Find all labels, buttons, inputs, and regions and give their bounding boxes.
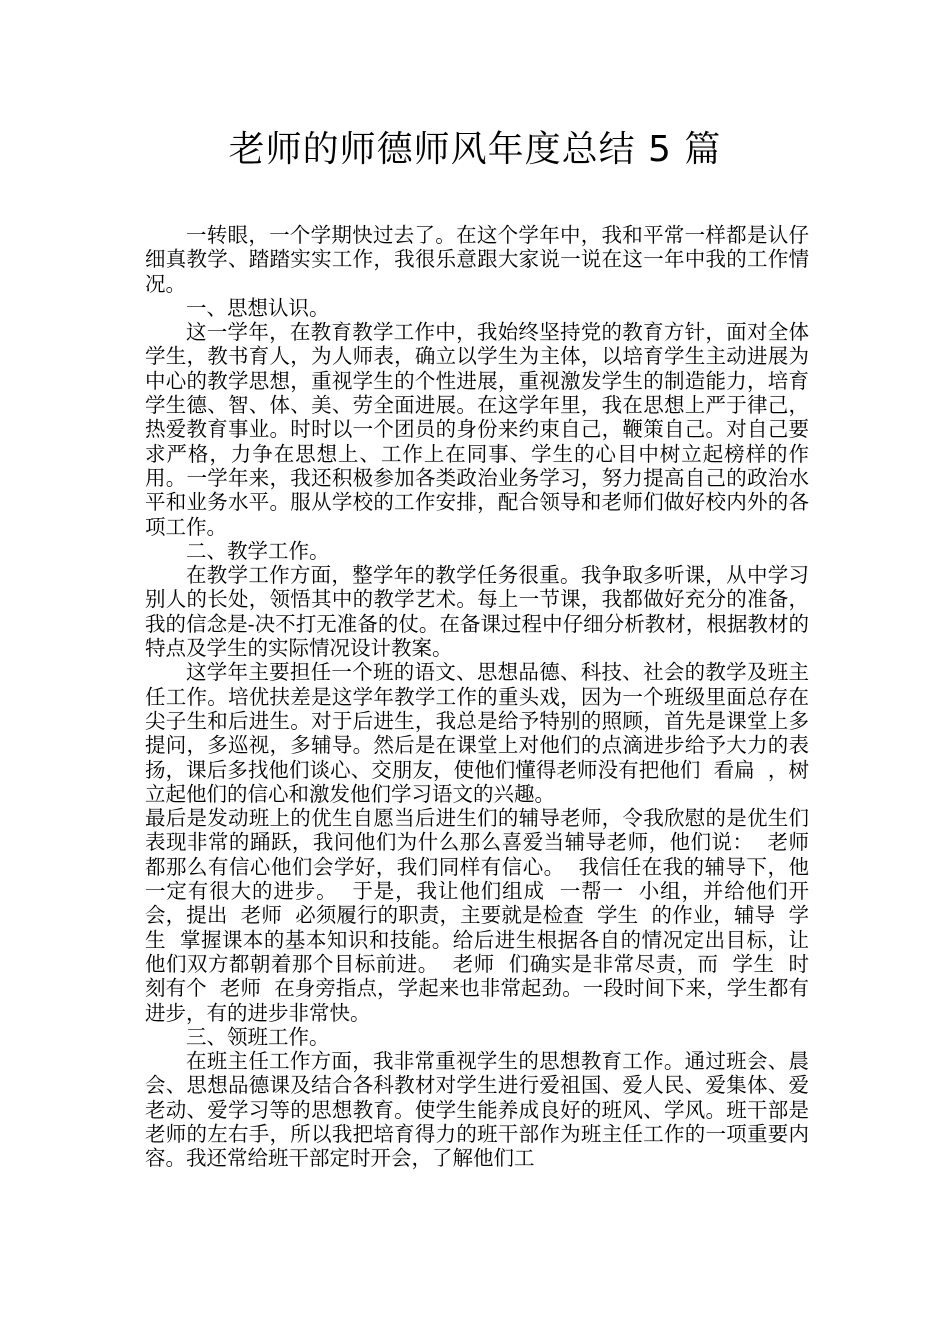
paragraph-thought: 这一学年，在教育教学工作中，我始终坚持党的教育方针，面对全体学生，教书育人，为人师表，确立以学生为主体，以培育学生主动进展为中心的教学思想，重视学生的个性进展，重视激发学生的制造能力，培育学生德、智、体、美、劳全面进展。在这学年里，我在思想上严于律己，热爱教育事业。时时以一个团员的身份来约束自己，鞭策自己。对自己要求严格，力争在思想上、工作上在同事、学生的心目中树立起榜样的作用。一学年来，我还积极参加各类政治业务学习，努力提高自己的政治水平和业务水平。服从学校的工作安排，配合领导和老师们做好校内外的各项工作。 — [145, 320, 809, 539]
document-title: 老师的师德师风年度总结 5 篇 — [228, 129, 722, 170]
document-body — [145, 223, 809, 1171]
section-heading-class-leading: 三、领班工作。 — [186, 1024, 330, 1049]
paragraph-class-leading: 在班主任工作方面，我非常重视学生的思想教育工作。通过班会、晨会、思想品德课及结合各科教材对学生进行爱祖国、爱人民、爱集体、爱老动、爱学习等的思想教育。使学生能养成良好的班风、学风。班干部是老师的左右手，所以我把培育得力的班干部作为班主任工作的一项重要内容。我还常给班干部定时开会，了解他们工 — [145, 1049, 809, 1171]
section-heading-teaching: 二、教学工作。 — [186, 538, 330, 563]
section-heading-thought: 一、思想认识。 — [186, 295, 330, 320]
paragraph-intro: 一转眼，一个学期快过去了。在这个学年中，我和平常一样都是认仔细真教学、踏踏实实工作，我很乐意跟大家说一说在这一年中我的工作情况。 — [145, 223, 809, 296]
paragraph-teaching-1: 在教学工作方面，整学年的教学任务很重。我争取多听课，从中学习别人的长处，领悟其中的教学艺术。每上一节课，我都做好充分的准备，我的信念是-决不打无准备的仗。在备课过程中仔细分析教材，根据教材的特点及学生的实际情况设计教案。 — [145, 563, 809, 661]
paragraph-teaching-2: 这学年主要担任一个班的语文、思想品德、科技、社会的教学及班主任工作。培优扶差是这学年教学工作的重头戏，因为一个班级里面总存在尖子生和后进生。对于后进生，我总是给予特别的照顾，首先是课堂上多提问，多巡视，多辅导。然后是在课堂上对他们的点滴进步给予大力的表扬，课后多找他们谈心、交朋友，使他们懂得老师没有把他们 看扁 ，树立起他们的信心和激发他们学习语文的兴趣。 — [145, 660, 809, 806]
paragraph-teaching-3: 最后是发动班上的优生自愿当后进生们的辅导老师，令我欣慰的是优生们表现非常的踊跃，我问他们为什么那么喜爱当辅导老师，他们说： 老师都那么有信心他们会学好，我们同样有信心。 我信任在我的辅导下，他一定有很大的进步。 于是，我让他们组成 一帮一 小组，并给他们开会，提出 老师 必须履行的职责，主要就是检查 学生 的作业，辅导 学生 掌握课本的基本知识和技能。给后进生根据各自的情况定出目标，让他们双方都朝着那个目标前进。 老师 们确实是非常尽责，而 学生 时刻有个 老师 在身旁指点，学起来也非常起劲。一段时间下来，学生都有进步，有的进步非常快。 — [145, 806, 809, 1025]
